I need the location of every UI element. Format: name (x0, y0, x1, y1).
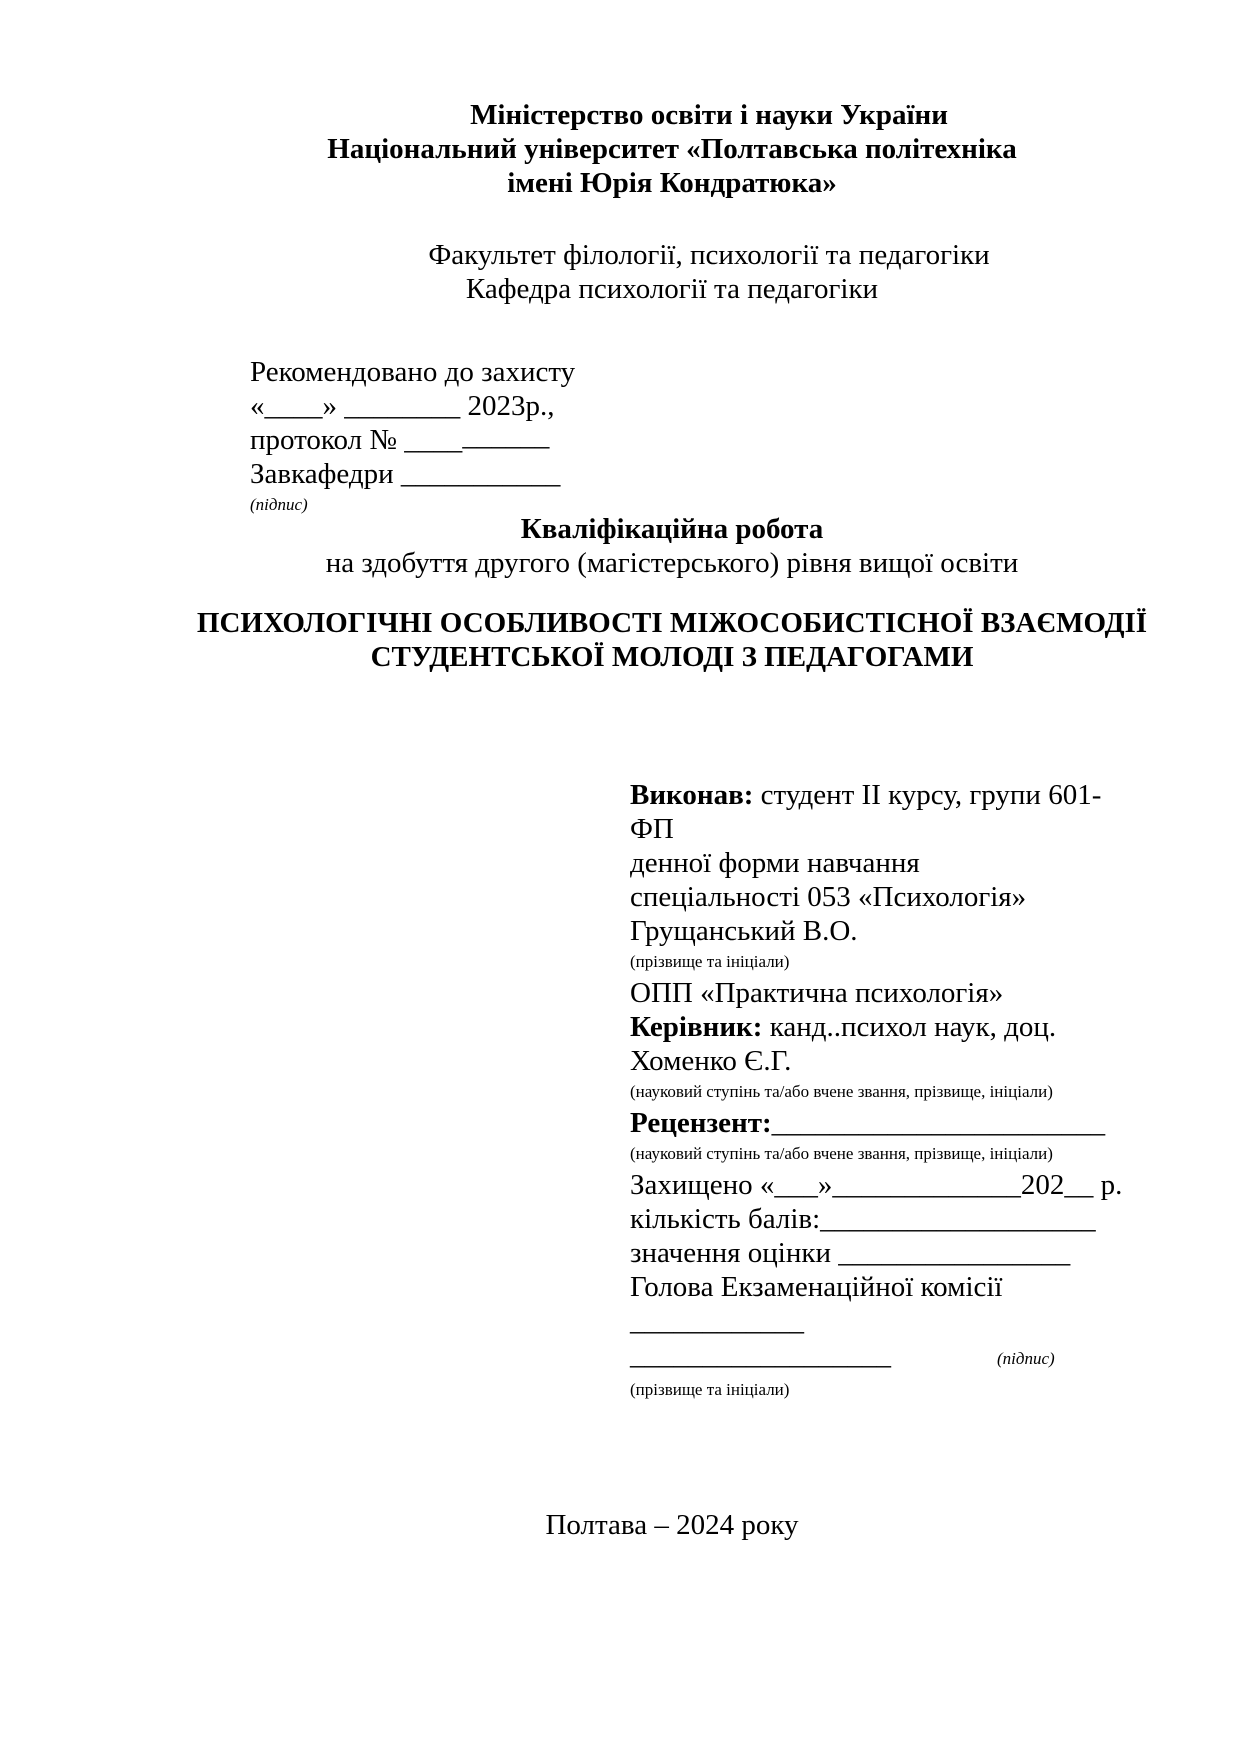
university-header (170, 98, 1174, 200)
faculty-block (170, 238, 1174, 306)
study-form-line: денної форми навчання (630, 847, 920, 879)
thesis-title (170, 606, 1174, 674)
commission-signature-blank: __________________ (630, 1339, 891, 1371)
supervisor-caption: (науковий ступінь та/або вчене звання, прізвище, ініціали) (630, 1082, 1053, 1101)
reviewer-blank-line: _______________________ (771, 1107, 1106, 1139)
executor-line (630, 778, 1178, 812)
commission-signature-caption: (підпис) (997, 1349, 1055, 1368)
recommendation-block (250, 355, 850, 519)
university-line-2: імені Юрія Кондратюка» (507, 167, 837, 199)
thesis-title-line-1: ПСИХОЛОГІЧНІ ОСОБЛИВОСТІ МІЖОСОБИСТІСНОЇ ВЗАЄМОДІЇ (196, 607, 1148, 639)
reviewer-caption: (науковий ступінь та/або вчене звання, прізвище, ініціали) (630, 1144, 1053, 1163)
grade-line: значення оцінки ________________ (630, 1237, 1071, 1269)
protocol-line (250, 420, 850, 457)
opp-line: ОПП «Практична психологія» (630, 977, 1004, 1009)
executor-label: Виконав: (630, 779, 754, 811)
qualification-block (170, 512, 1174, 580)
student-name-caption: (прізвище та ініціали) (630, 952, 790, 971)
commission-signature-line (630, 1338, 1178, 1376)
qualification-heading: Кваліфікаційна робота (520, 513, 824, 545)
defended-line: Захищено «___»_____________202__ р. (630, 1169, 1123, 1201)
speciality-line: спеціальності 053 «Психологія» (630, 881, 1027, 913)
qualification-subheading: на здобуття другого (магістерського) рівня вищої освіти (325, 547, 1019, 579)
ministry-line: Міністерство освіти і науки України (470, 99, 948, 131)
executor-text: студент ІІ курсу, групи 601- (753, 779, 1102, 811)
recommendation-line: Рекомендовано до захисту (250, 356, 576, 388)
protocol-line-text: протокол № ____ (250, 424, 463, 456)
recommendation-date-line: «____» ________ 2023р., (250, 390, 555, 422)
supervisor-name-line: Хоменко Є.Г. (630, 1045, 792, 1077)
signature-caption: (підпис) (250, 495, 308, 514)
protocol-line-blank: ______ (462, 420, 550, 452)
department-line: Кафедра психології та педагогіки (465, 273, 879, 305)
city-year-line: Полтава – 2024 року (545, 1509, 799, 1541)
university-line-1: Національний університет «Полтавська політехніка (327, 133, 1017, 165)
points-line: кількість балів:___________________ (630, 1203, 1096, 1235)
executor-line-2: ФП (630, 813, 674, 845)
reviewer-label: Рецензент: (630, 1107, 772, 1139)
supervisor-label: Керівник: (630, 1011, 763, 1043)
reviewer-line (630, 1106, 1178, 1140)
footer (170, 1508, 1174, 1542)
head-of-department-line: Завкафедри ___________ (250, 458, 561, 490)
faculty-line: Факультет філології, психології та педагогіки (428, 239, 990, 271)
details-block (630, 778, 1178, 1404)
supervisor-text: канд..психол наук, доц. (762, 1011, 1057, 1043)
student-name-line: Грущанський В.О. (630, 915, 858, 947)
commission-name-caption: (прізвище та ініціали) (630, 1380, 790, 1399)
thesis-title-line-2: СТУДЕНТСЬКОЇ МОЛОДІ З ПЕДАГОГАМИ (370, 641, 974, 673)
commission-head-line: Голова Екзаменаційної комісії ____________ (630, 1271, 1003, 1337)
supervisor-line (630, 1010, 1178, 1044)
